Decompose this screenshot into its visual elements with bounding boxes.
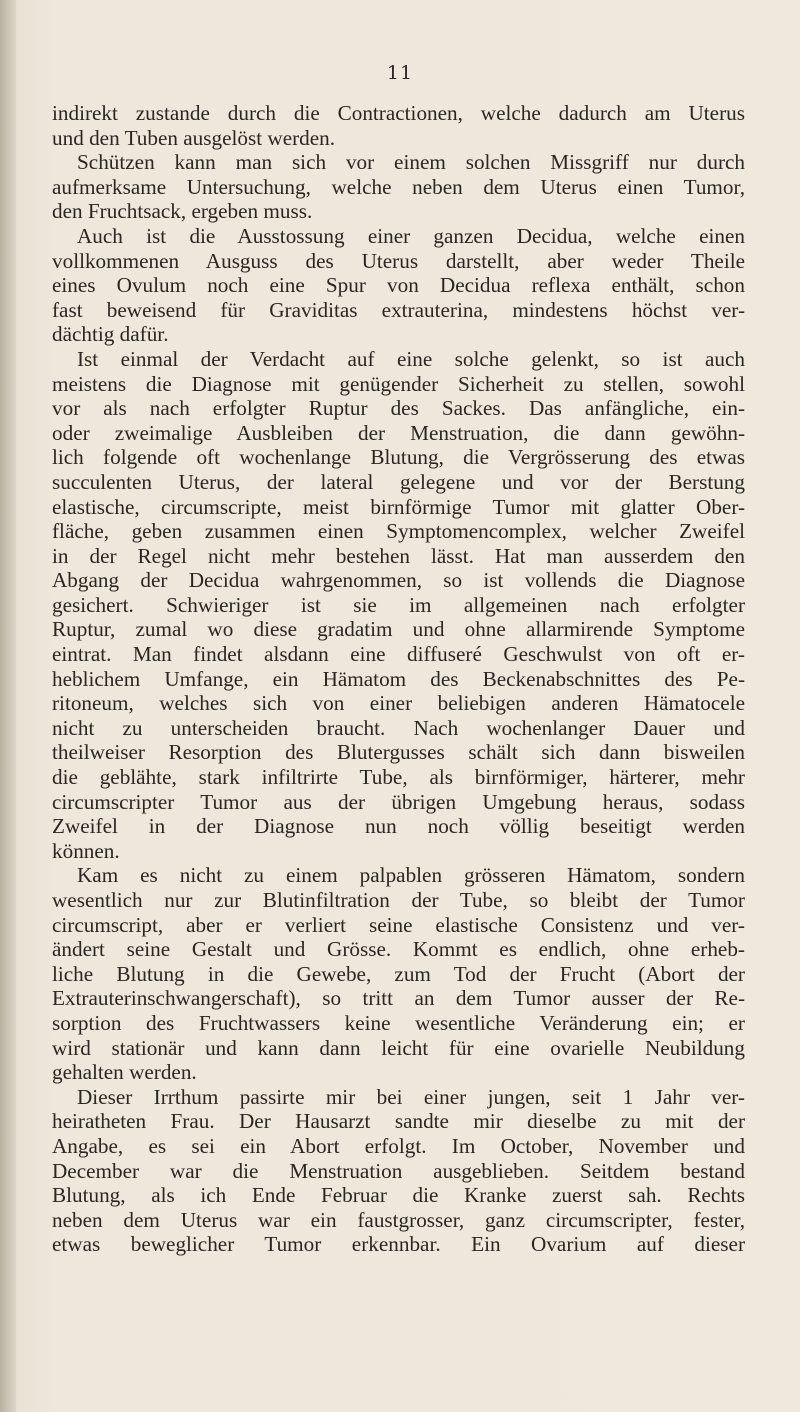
text-line: Auch ist die Ausstossung einer ganzen Decidua, welche einen <box>77 223 745 248</box>
text-line: elastische, circumscripte, meist birnförmige Tumor mit glatter Ober- <box>52 494 745 519</box>
text-line: ändert seine Gestalt und Grösse. Kommt es endlich, ohne erheb- <box>52 937 745 962</box>
text-line: Angabe, es sei ein Abort erfolgt. Im October, November und <box>52 1133 745 1158</box>
text-line: fläche, geben zusammen einen Symptomencomplex, welcher Zweifel <box>52 519 745 544</box>
text-line: aufmerksame Untersuchung, welche neben dem Uterus einen Tumor, <box>52 174 745 199</box>
text-line: December war die Menstruation ausgeblieben. Seitdem bestand <box>52 1158 745 1183</box>
text-line: Zweifel in der Diagnose nun noch völlig beseitigt werden <box>52 814 745 839</box>
text-line: succulenten Uterus, der lateral gelegene und vor der Berstung <box>52 469 745 494</box>
text-line: vor als nach erfolgter Ruptur des Sackes. Das anfängliche, ein- <box>52 396 745 421</box>
text-line: Extrauterinschwangerschaft), so tritt an dem Tumor ausser der Re- <box>52 986 745 1011</box>
text-line: heblichem Umfange, ein Hämatom des Beckenabschnittes des Pe- <box>52 666 745 691</box>
text-line: wird stationär und kann dann leicht für eine ovarielle Neubildung <box>52 1035 745 1060</box>
text-line: vollkommenen Ausguss des Uterus darstellt, aber weder Theile <box>52 248 745 273</box>
text-line: Blutung, als ich Ende Februar die Kranke zuerst sah. Rechts <box>52 1183 745 1208</box>
page-spine-shadow <box>0 0 16 1412</box>
text-line: gehalten werden. <box>52 1060 197 1085</box>
text-line: Abgang der Decidua wahrgenommen, so ist vollends die Diagnose <box>52 568 745 593</box>
text-line: oder zweimalige Ausbleiben der Menstruation, die dann gewöhn- <box>52 420 745 445</box>
text-line: circumscripter Tumor aus der übrigen Umgebung heraus, sodass <box>52 789 745 814</box>
text-line: nicht zu unterscheiden braucht. Nach wochenlanger Dauer und <box>52 715 745 740</box>
text-line: theilweiser Resorption des Blutergusses schält sich dann bisweilen <box>52 740 745 765</box>
text-line: indirekt zustande durch die Contractionen, welche dadurch am Uterus <box>52 101 745 125</box>
text-line: die geblähte, stark infiltrirte Tube, als birnförmiger, härterer, mehr <box>52 765 745 790</box>
text-line: sorption des Fruchtwassers keine wesentliche Veränderung ein; er <box>52 1010 745 1035</box>
text-line: und den Tuben ausgelöst werden. <box>52 125 336 150</box>
text-line: eintrat. Man findet alsdann eine diffuseré Geschwulst von oft er- <box>52 642 745 667</box>
text-line: liche Blutung in die Gewebe, zum Tod der Frucht (Abort der <box>52 961 745 986</box>
text-line: Schützen kann man sich vor einem solchen Missgriff nur durch <box>77 150 745 175</box>
text-line: Ruptur, zumal wo diese gradatim und ohne allarmirende Symptome <box>52 617 745 642</box>
text-line: Ist einmal der Verdacht auf eine solche gelenkt, so ist auch <box>77 346 745 371</box>
text-line: eines Ovulum noch eine Spur von Decidua reflexa enthält, schon <box>52 273 745 298</box>
text-line: heiratheten Frau. Der Hausarzt sandte mir dieselbe zu mit der <box>52 1109 745 1134</box>
text-line: etwas beweglicher Tumor erkennbar. Ein Ovarium auf dieser <box>52 1232 745 1257</box>
text-line: gesichert. Schwieriger ist sie im allgemeinen nach erfolgter <box>52 592 745 617</box>
text-line: in der Regel nicht mehr bestehen lässt. Hat man ausserdem den <box>52 543 745 568</box>
text-line: ritoneum, welches sich von einer beliebigen anderen Hämatocele <box>52 691 745 716</box>
text-line: neben dem Uterus war ein faustgrosser, ganz circumscripter, fester, <box>52 1207 745 1232</box>
text-line: dächtig dafür. <box>52 322 169 347</box>
text-line: wesentlich nur zur Blutinfiltration der Tube, so bleibt der Tumor <box>52 888 745 912</box>
text-line: lich folgende oft wochenlange Blutung, die Vergrösserung des etwas <box>52 445 745 470</box>
text-line: Kam es nicht zu einem palpablen grösseren Hämatom, sondern <box>77 863 745 888</box>
text-line: meistens die Diagnose mit genügender Sicherheit zu stellen, sowohl <box>52 371 745 396</box>
page-number: 11 <box>386 62 414 84</box>
text-line: fast beweisend für Graviditas extrauterina, mindestens höchst ver- <box>52 297 745 322</box>
body-text <box>52 101 745 1257</box>
text-line: können. <box>52 838 120 863</box>
text-line: circumscript, aber er verliert seine elastische Consistenz und ver- <box>52 912 745 937</box>
text-line: den Fruchtsack, ergeben muss. <box>52 199 313 224</box>
text-line: Dieser Irrthum passirte mir bei einer jungen, seit 1 Jahr ver- <box>77 1084 745 1109</box>
